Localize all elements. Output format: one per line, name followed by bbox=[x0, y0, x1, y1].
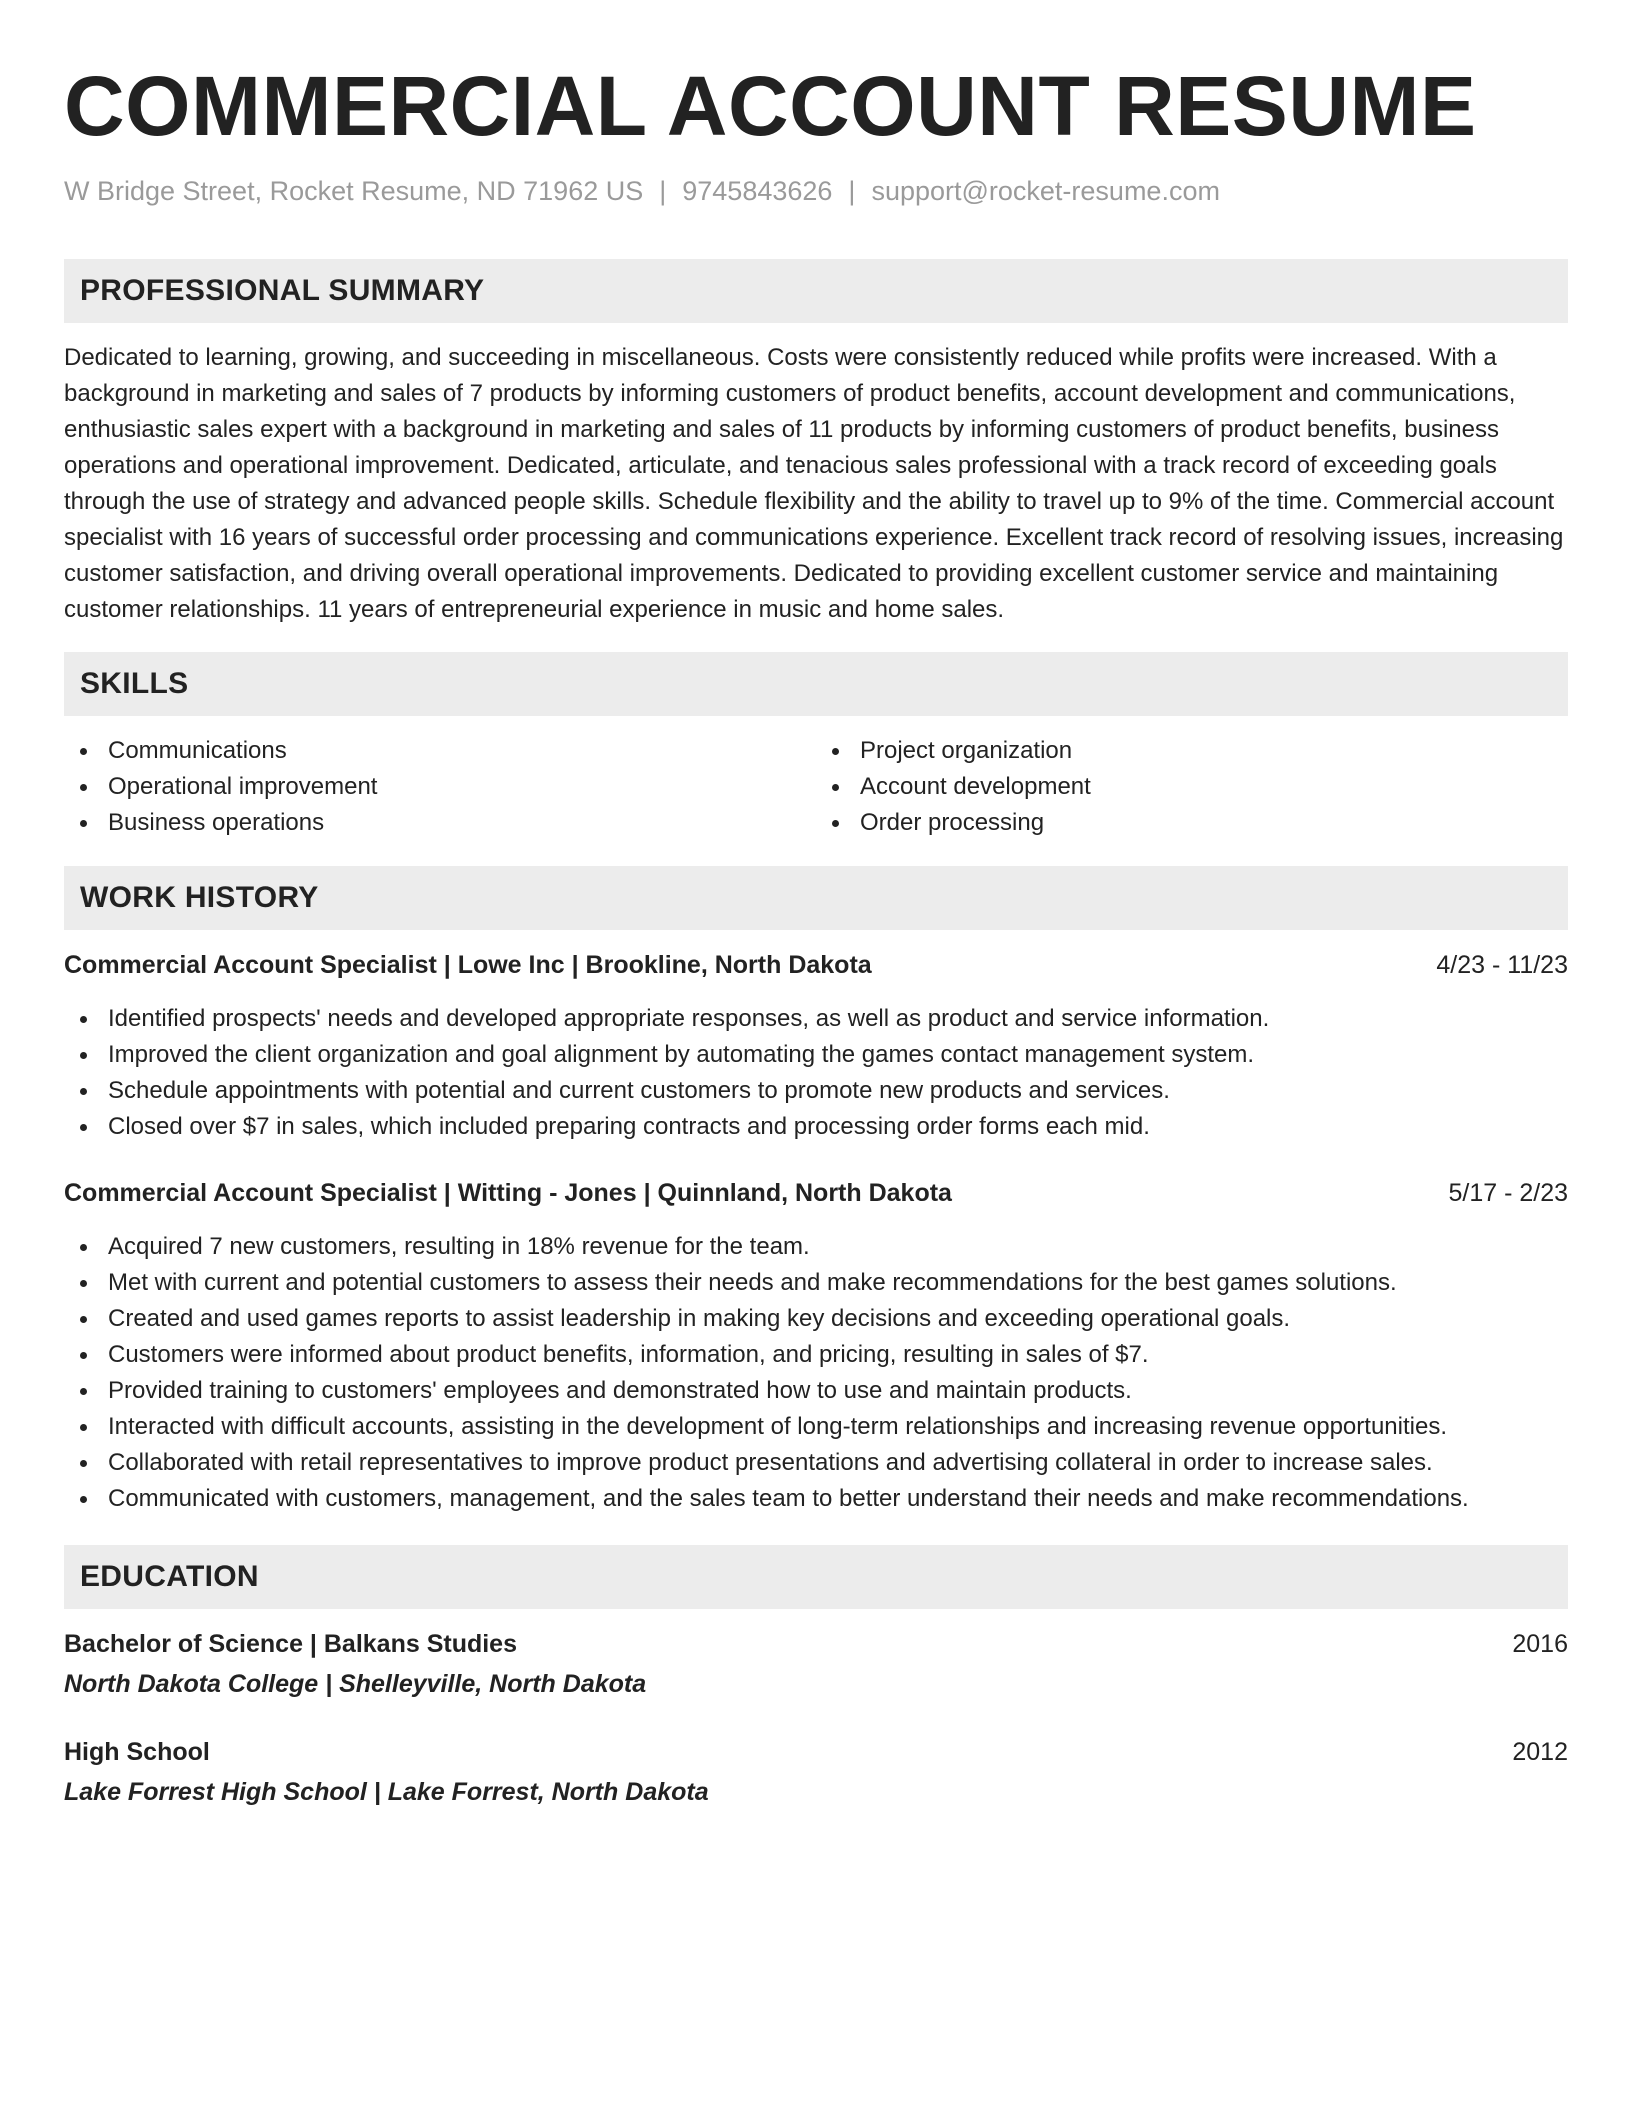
education-year: 2012 bbox=[1512, 1738, 1568, 1766]
skills-column-left bbox=[64, 733, 816, 841]
skill-item: Order processing bbox=[816, 805, 1568, 841]
skills-column-right bbox=[816, 733, 1568, 841]
education-school: North Dakota College | Shelleyville, North Dakota bbox=[64, 1670, 647, 1698]
skill-item: Operational improvement bbox=[64, 769, 816, 805]
job-bullet: Met with current and potential customers to assess their needs and make recommendations for the best games solutions. bbox=[64, 1265, 1568, 1301]
job-dates: 4/23 - 11/23 bbox=[1436, 951, 1568, 979]
skill-item: Account development bbox=[816, 769, 1568, 805]
contact-line bbox=[64, 174, 1568, 208]
job-bullet: Collaborated with retail representatives to improve product presentations and advertising collateral in order to increase sales. bbox=[64, 1445, 1568, 1481]
job-bullet: Acquired 7 new customers, resulting in 18% revenue for the team. bbox=[64, 1229, 1568, 1265]
contact-phone: 9745843626 bbox=[682, 176, 833, 206]
job-bullet: Created and used games reports to assist leadership in making key decisions and exceeding operational goals. bbox=[64, 1301, 1568, 1337]
education-section bbox=[64, 1545, 1568, 1810]
work-section bbox=[64, 866, 1568, 1517]
job-bullet: Schedule appointments with potential and current customers to promote new products and services. bbox=[64, 1073, 1568, 1109]
skill-item: Communications bbox=[64, 733, 816, 769]
education-year: 2016 bbox=[1512, 1630, 1568, 1658]
summary-heading: PROFESSIONAL SUMMARY bbox=[64, 259, 1568, 323]
job-bullet: Improved the client organization and goal alignment by automating the games contact management system. bbox=[64, 1037, 1568, 1073]
summary-section bbox=[64, 259, 1568, 628]
job-bullet: Provided training to customers' employees and demonstrated how to use and maintain products. bbox=[64, 1373, 1568, 1409]
contact-separator: | bbox=[848, 176, 856, 206]
skills-section bbox=[64, 652, 1568, 841]
contact-separator: | bbox=[659, 176, 667, 206]
resume-title: COMMERCIAL ACCOUNT RESUME bbox=[64, 59, 1477, 153]
education-school: Lake Forrest High School | Lake Forrest, North Dakota bbox=[64, 1778, 709, 1806]
skill-item: Project organization bbox=[816, 733, 1568, 769]
contact-address: W Bridge Street, Rocket Resume, ND 71962 US bbox=[64, 176, 644, 206]
job-dates: 5/17 - 2/23 bbox=[1448, 1179, 1568, 1207]
education-entry bbox=[64, 1734, 1568, 1810]
job-entry bbox=[64, 947, 1568, 1145]
job-entry bbox=[64, 1175, 1568, 1517]
job-title: Commercial Account Specialist | Witting - Jones | Quinnland, North Dakota bbox=[64, 1179, 952, 1207]
skills-grid bbox=[64, 733, 1568, 841]
skill-item: Business operations bbox=[64, 805, 816, 841]
job-bullet: Identified prospects' needs and developed appropriate responses, as well as product and service information. bbox=[64, 1001, 1568, 1037]
summary-text: Dedicated to learning, growing, and succeeding in miscellaneous. Costs were consistently reduced while profits were increased. With a background in marketing and sales of 7 products by informing customers of product benefits, account development and communications, enthusiastic sales expert with a background in marketing and sales of 11 products by informing customers of product benefits, business operations and operational improvement. Dedicated, articulate, and tenacious sales professional with a track record of exceeding goals through the use of strategy and advanced people skills. Schedule flexibility and the ability to travel up to 9% of the time. Commercial account specialist with 16 years of successful order processing and communications experience. Excellent track record of resolving issues, increasing customer satisfaction, and driving overall operational improvements. Dedicated to providing excellent customer service and maintaining customer relationships. 11 years of entrepreneurial experience in music and home sales. bbox=[64, 344, 1564, 623]
education-degree: High School bbox=[64, 1738, 210, 1766]
job-bullet: Communicated with customers, management, and the sales team to better understand their needs and make recommendations. bbox=[64, 1481, 1568, 1517]
work-heading: WORK HISTORY bbox=[64, 866, 1568, 930]
education-heading: EDUCATION bbox=[64, 1545, 1568, 1609]
education-entry bbox=[64, 1626, 1568, 1702]
job-title: Commercial Account Specialist | Lowe Inc | Brookline, North Dakota bbox=[64, 951, 872, 979]
job-bullet: Customers were informed about product benefits, information, and pricing, resulting in sales of $7. bbox=[64, 1337, 1568, 1373]
contact-email: support@rocket-resume.com bbox=[871, 176, 1220, 206]
skills-heading: SKILLS bbox=[64, 652, 1568, 716]
job-bullet: Interacted with difficult accounts, assisting in the development of long-term relationships and increasing revenue opportunities. bbox=[64, 1409, 1568, 1445]
job-bullet: Closed over $7 in sales, which included preparing contracts and processing order forms each mid. bbox=[64, 1109, 1568, 1145]
education-degree: Bachelor of Science | Balkans Studies bbox=[64, 1630, 517, 1658]
